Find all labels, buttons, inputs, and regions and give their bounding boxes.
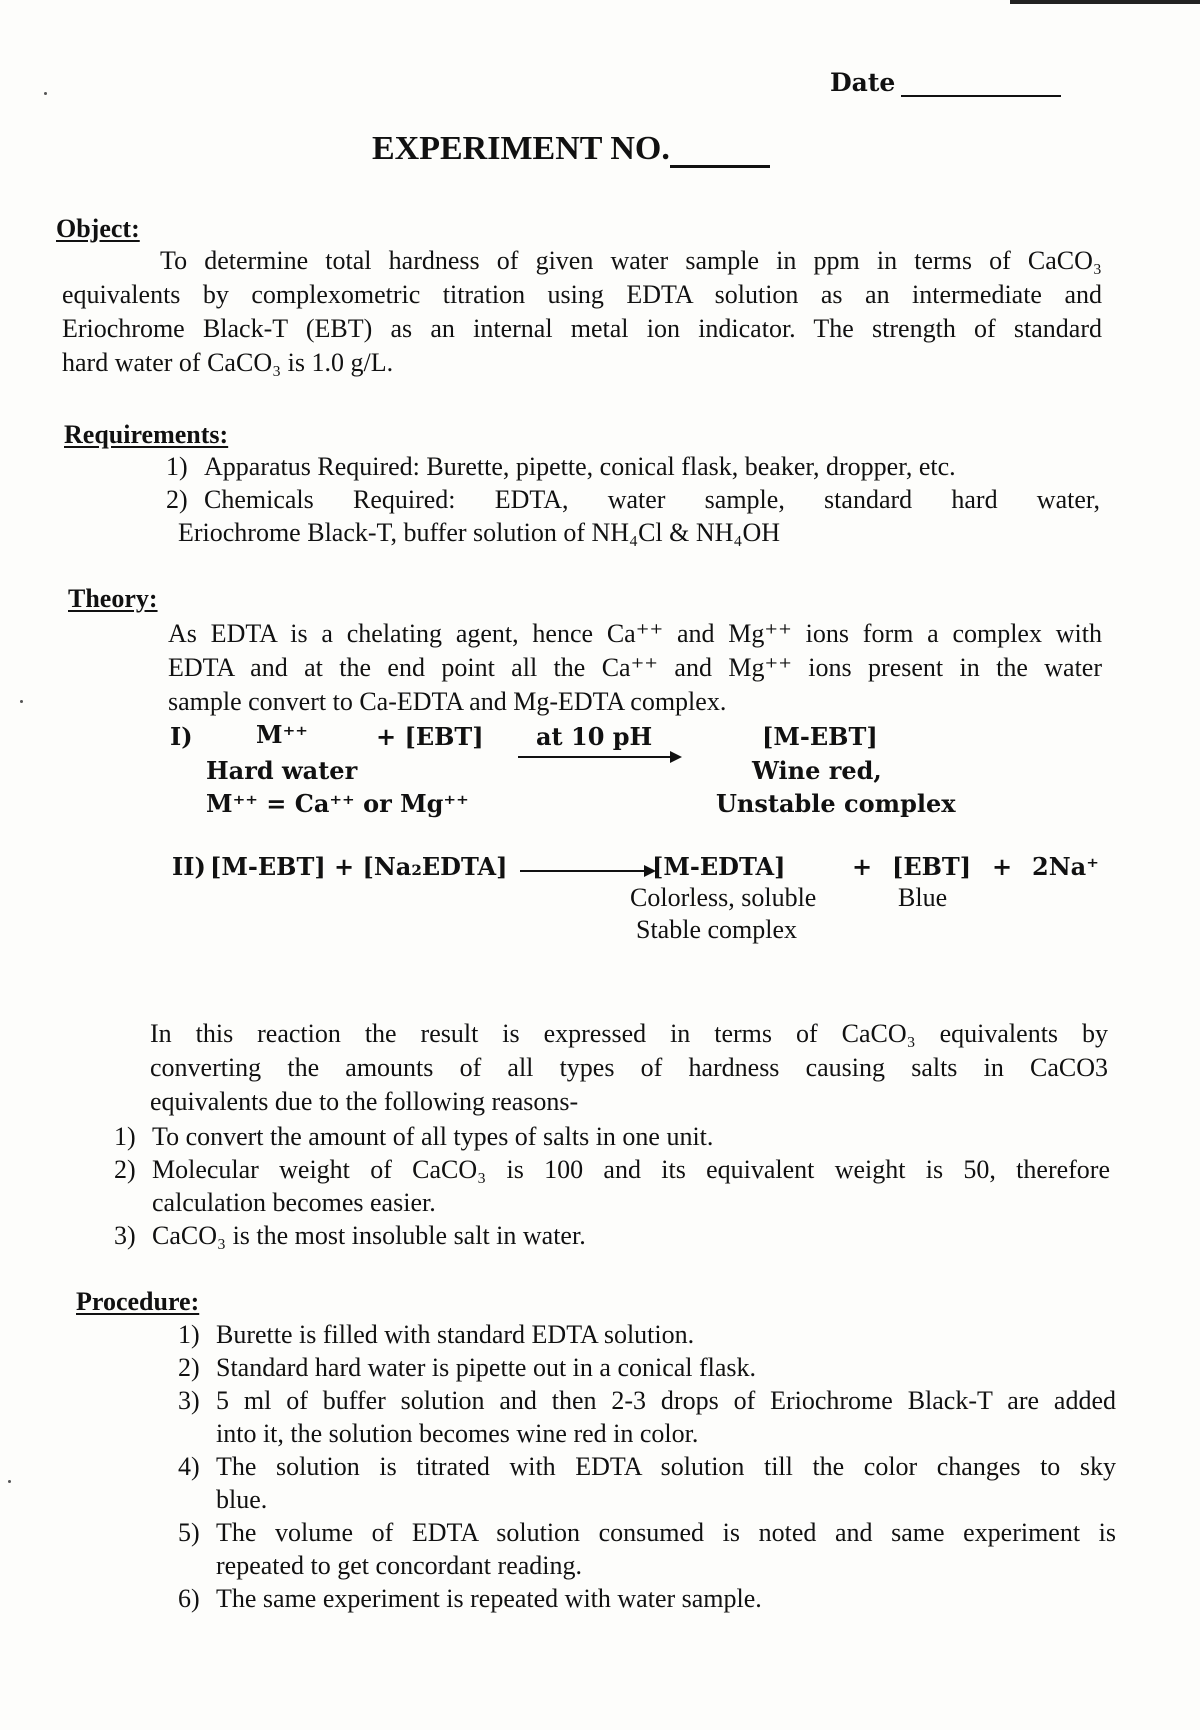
step-number: 4) xyxy=(178,1452,200,1481)
eq2-product-ebt: [EBT] xyxy=(892,852,972,881)
eq1-product: [M-EBT] xyxy=(762,722,878,751)
requirements-heading: Requirements: xyxy=(64,420,229,449)
page-title xyxy=(372,130,770,168)
item-text: Chemicals Required: EDTA, water sample, standard hard water, xyxy=(204,485,1100,514)
result-line: equivalents due to the following reasons- xyxy=(150,1087,579,1116)
theory-intro xyxy=(168,617,1102,719)
eq2-plus: + xyxy=(992,852,1013,881)
item-text: Apparatus Required: Burette, pipette, conical flask, beaker, dropper, etc. xyxy=(204,452,956,481)
experiment-number-blank xyxy=(670,137,770,168)
item-text: To convert the amount of all types of salts in one unit. xyxy=(152,1122,714,1151)
list-item xyxy=(178,1351,1116,1384)
list-item xyxy=(178,1582,1116,1615)
object-line: hard water of CaCO₃ is 1.0 g/L. xyxy=(62,348,394,377)
object-line: To determine total hardness of given water sample in ppm in terms of CaCO₃ xyxy=(160,246,1102,275)
step-text: blue. xyxy=(216,1485,268,1514)
list-item xyxy=(178,1516,1116,1582)
list-item xyxy=(114,1219,1110,1252)
date-label: Date xyxy=(830,68,896,97)
eq1-reactant-metal: M⁺⁺ xyxy=(256,720,308,749)
step-number: 1) xyxy=(178,1320,200,1349)
item-number: 1) xyxy=(114,1122,136,1151)
step-text: into it, the solution becomes wine red in color. xyxy=(216,1419,699,1448)
date-blank xyxy=(901,73,1061,97)
eq1-unstable-note: Unstable complex xyxy=(716,789,956,818)
step-text: The same experiment is repeated with water sample. xyxy=(216,1584,762,1613)
reasons-list xyxy=(114,1120,1110,1252)
item-text: Molecular weight of CaCO₃ is 100 and its equivalent weight is 50, therefore xyxy=(152,1155,1110,1184)
step-number: 3) xyxy=(178,1386,200,1415)
list-item xyxy=(178,1384,1116,1450)
theory-line: EDTA and at the end point all the Ca⁺⁺ and Mg⁺⁺ ions present in the water xyxy=(168,653,1102,682)
step-text: The volume of EDTA solution consumed is noted and same experiment is xyxy=(216,1518,1116,1547)
procedure-heading: Procedure: xyxy=(76,1287,200,1316)
eq1-arrow xyxy=(518,756,678,758)
eq2-product-sodium: 2Na⁺ xyxy=(1032,852,1099,881)
result-line: In this reaction the result is expressed in terms of CaCO₃ equivalents by xyxy=(150,1019,1108,1048)
eq2-plus: + xyxy=(852,852,873,881)
eq1-condition: at 10 pH xyxy=(536,722,653,751)
list-item xyxy=(178,1450,1116,1516)
list-item xyxy=(166,450,1100,483)
scan-speck xyxy=(8,1480,11,1483)
theory-heading: Theory: xyxy=(68,584,158,613)
eq2-stable-note: Stable complex xyxy=(636,915,798,944)
eq1-label: I) xyxy=(170,722,193,751)
step-text: The solution is titrated with EDTA solution till the color changes to sky xyxy=(216,1452,1116,1481)
item-number: 2) xyxy=(166,485,188,514)
scan-speck xyxy=(20,700,23,703)
item-text: CaCO₃ is the most insoluble salt in water. xyxy=(152,1221,586,1250)
eq2-reactants: [M-EBT] + [Na₂EDTA] xyxy=(210,852,508,881)
object-line: Eriochrome Black-T (EBT) as an internal metal ion indicator. The strength of standard xyxy=(62,314,1102,343)
eq1-hard-water-note: Hard water xyxy=(206,756,358,785)
eq2-label: II) xyxy=(172,852,206,881)
eq1-reactant-ebt: + [EBT] xyxy=(376,722,484,751)
eq1-metal-definition: M⁺⁺ = Ca⁺⁺ or Mg⁺⁺ xyxy=(206,789,469,818)
theory-line: sample convert to Ca-EDTA and Mg-EDTA complex. xyxy=(168,687,727,716)
step-text: 5 ml of buffer solution and then 2-3 drops of Eriochrome Black-T are added xyxy=(216,1386,1116,1415)
item-number: 1) xyxy=(166,452,188,481)
step-number: 2) xyxy=(178,1353,200,1382)
object-line: equivalents by complexometric titration using EDTA solution as an intermediate and xyxy=(62,280,1102,309)
step-text: repeated to get concordant reading. xyxy=(216,1551,582,1580)
scan-speck xyxy=(44,92,47,95)
object-paragraph xyxy=(62,244,1102,380)
experiment-title: EXPERIMENT NO. xyxy=(372,130,670,167)
item-number: 3) xyxy=(114,1221,136,1250)
procedure-list xyxy=(178,1318,1116,1615)
eq2-arrow xyxy=(520,870,652,872)
eq1-wine-red-note: Wine red, xyxy=(752,756,882,785)
step-text: Burette is filled with standard EDTA solution. xyxy=(216,1320,695,1349)
scan-edge-mark xyxy=(1010,0,1200,4)
object-heading: Object: xyxy=(56,214,140,243)
eq2-blue-note: Blue xyxy=(898,883,948,912)
eq2-product-medta: [M-EDTA] xyxy=(652,852,786,881)
theory-line: As EDTA is a chelating agent, hence Ca⁺⁺ and Mg⁺⁺ ions form a complex with xyxy=(168,619,1102,648)
item-number: 2) xyxy=(114,1155,136,1184)
requirements-list xyxy=(166,450,1100,549)
list-item xyxy=(166,483,1100,549)
step-number: 5) xyxy=(178,1518,200,1547)
eq2-colorless-note: Colorless, soluble xyxy=(630,883,817,912)
list-item xyxy=(178,1318,1116,1351)
result-line: converting the amounts of all types of hardness causing salts in CaCO3 xyxy=(150,1053,1108,1082)
step-number: 6) xyxy=(178,1584,200,1613)
list-item xyxy=(114,1153,1110,1219)
date-field xyxy=(830,68,1061,97)
step-text: Standard hard water is pipette out in a conical flask. xyxy=(216,1353,757,1382)
result-paragraph xyxy=(150,1017,1108,1119)
list-item xyxy=(114,1120,1110,1153)
item-text: Eriochrome Black-T, buffer solution of NH₄Cl & NH₄OH xyxy=(178,518,781,547)
item-text: calculation becomes easier. xyxy=(152,1188,436,1217)
